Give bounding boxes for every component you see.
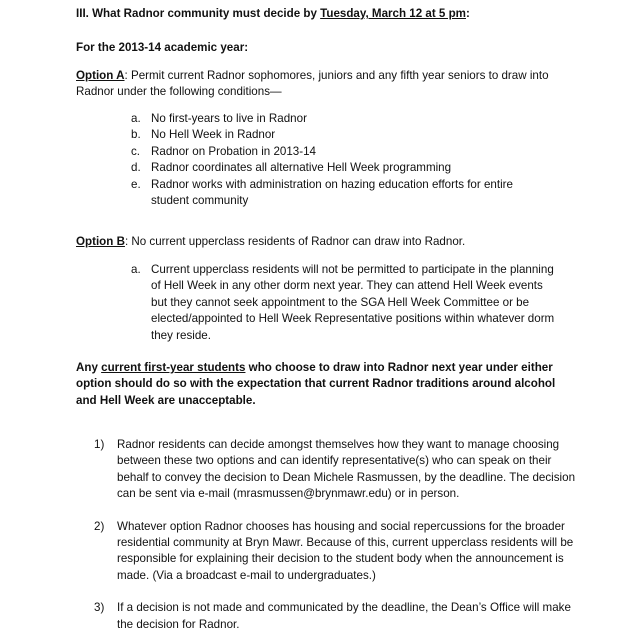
option-a-paragraph bbox=[76, 68, 576, 101]
list-item: 3) If a decision is not made and communicated by the deadline, the Dean’s Office will make the decision for Radnor. bbox=[94, 601, 571, 631]
option-b-paragraph bbox=[76, 234, 596, 250]
list-item: a. No first-years to live in Radnor bbox=[131, 112, 307, 125]
list-item: 1) Radnor residents can decide amongst themselves how they want to manage choosing between these two options and can identify representative(s) who can speak on their behalf to convey the decision to Dean Michele Rasmussen, by the deadline. The decision can be sent via e-mail (mrasmussen@brynmawr.edu) or in person. bbox=[94, 438, 576, 501]
list-item: b. No Hell Week in Radnor bbox=[131, 128, 276, 142]
list-item: e. Radnor works with administration on hazing education efforts for entire student community bbox=[131, 177, 513, 208]
option-a-label: Option A bbox=[76, 69, 125, 82]
section-heading bbox=[76, 6, 616, 22]
option-a-text: : Permit current Radnor sophomores, juniors and any fifth year seniors to draw into Radnor under the following conditions— bbox=[76, 69, 549, 99]
option-b-label: Option B bbox=[76, 235, 125, 248]
notice-underlined: current first-year students bbox=[101, 361, 246, 374]
numbered-list bbox=[76, 437, 576, 633]
list-item: c. Radnor on Probation in 2013-14 bbox=[131, 144, 317, 158]
deadline-text: Tuesday, March 12 at 5 pm bbox=[320, 7, 466, 20]
academic-year-label: For the 2013-14 academic year: bbox=[76, 41, 249, 54]
first-year-notice: Any current first-year students who choose to draw into Radnor next year under either option should do so with the expectation that current Radnor traditions around alcohol and Hell Week are unacceptable. bbox=[76, 361, 556, 407]
list-item: a. Current upperclass residents will not be permitted to participate in the planning of Hell Week in any other dorm next year. They can attend Hell Week events but they cannot seek appointment to the SGA Hell Week Committee or be elected/appointed to Hell Week Representative positions within whatever dorm they reside. bbox=[131, 263, 555, 342]
option-b-text: : No current upperclass residents of Radnor can draw into Radnor. bbox=[124, 235, 466, 248]
heading-text: III. What Radnor community must decide by bbox=[76, 7, 321, 20]
list-item: d. Radnor coordinates all alternative Hell Week programming bbox=[131, 161, 452, 175]
list-item: 2) Whatever option Radnor chooses has housing and social repercussions for the broader residential community at Bryn Mawr. Because of this, current upperclass residents will be responsible for explaining their decision to the student body when the announcement is made. (Via a broadcast e-mail to undergraduates.) bbox=[94, 519, 574, 582]
option-b-items bbox=[131, 262, 561, 344]
option-a-conditions bbox=[131, 111, 531, 209]
heading-suffix: : bbox=[466, 7, 470, 20]
